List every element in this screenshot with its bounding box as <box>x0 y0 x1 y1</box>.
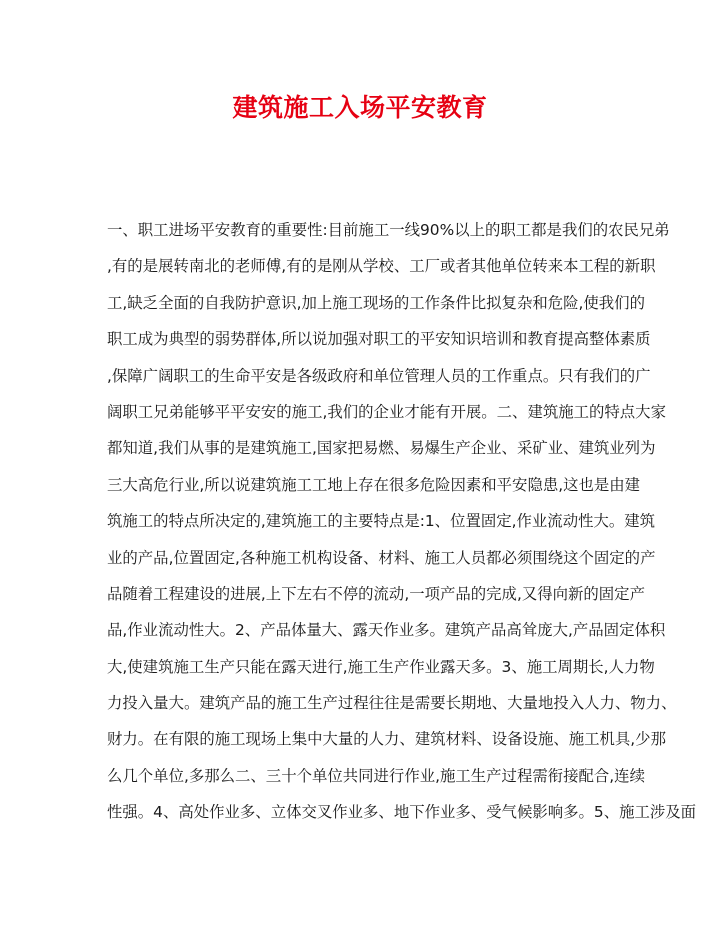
body-line-11: 品随着工程建设的进展,上下左右不停的流动,一项产品的完成,又得向新的固定产 <box>107 584 645 603</box>
body-line-2: ,有的是展转南北的老师傅,有的是刚从学校、工厂或者其他单位转来本工程的新职 <box>107 257 656 276</box>
body-line-4: 职工成为典型的弱势群体,所以说加强对职工的平安知识培训和教育提高整体素质 <box>107 330 651 349</box>
body-line-3: 工,缺乏全面的自我防护意识,加上施工现场的工作条件比拟复杂和危险,使我们的 <box>107 293 645 312</box>
body-line-12: 品,作业流动性大。2、产品体量大、露天作业多。建筑产品高耸庞大,产品固定体积 <box>107 621 666 640</box>
body-line-1: 一、职工进场平安教育的重要性:目前施工一线90%以上的职工都是我们的农民兄弟 <box>107 221 670 239</box>
body-line-17: 性强。4、高处作业多、立体交叉作业多、地下作业多、受气候影响多。5、施工涉及面 <box>107 803 697 822</box>
body-line-9: 筑施工的特点所决定的,建筑施工的主要特点是:1、位置固定,作业流动性大。建筑 <box>107 512 656 531</box>
body-line-5: ,保障广阔职工的生命平安是各级政府和单位管理人员的工作重点。只有我们的广 <box>107 366 651 385</box>
body-line-7: 都知道,我们从事的是建筑施工,国家把易燃、易爆生产企业、采矿业、建筑业列为 <box>107 439 656 458</box>
body-line-6: 阔职工兄弟能够平平安安的施工,我们的企业才能有开展。二、建筑施工的特点大家 <box>107 402 666 421</box>
body-line-8: 三大高危行业,所以说建筑施工工地上存在很多危险因素和平安隐患,这也是由建 <box>107 475 641 494</box>
body-line-13: 大,使建筑施工生产只能在露天进行,施工生产作业露天多。3、施工周期长,人力物 <box>107 657 655 676</box>
document-title: 建筑施工入场平安教育 <box>232 93 488 122</box>
body-line-16: 么几个单位,多那么二、三十个单位共同进行作业,施工生产过程需衔接配合,连续 <box>107 766 645 785</box>
body-line-10: 业的产品,位置固定,各种施工机构设备、材料、施工人员都必须围绕这个固定的产 <box>107 548 656 567</box>
body-line-14: 力投入量大。建筑产品的施工生产过程往往是需要长期地、大量地投入人力、物力、 <box>107 694 677 713</box>
document-body <box>107 212 697 831</box>
body-line-15: 财力。在有限的施工现场上集中大量的人力、建筑材料、设备设施、施工机具,少那 <box>107 730 666 749</box>
